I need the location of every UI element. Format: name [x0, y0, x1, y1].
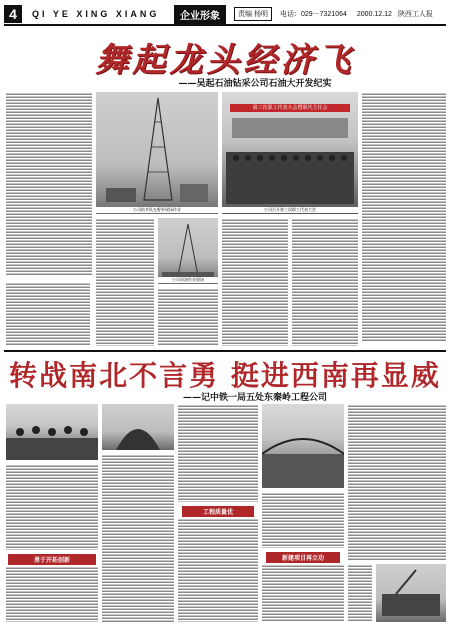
- machinery-image: [376, 564, 446, 622]
- article2-box-quality: 工程质量优: [182, 506, 254, 517]
- article2-text-col2: [102, 454, 174, 622]
- construction-photo: [262, 404, 344, 488]
- article2-text-col3b: [178, 518, 258, 622]
- field-photo: [158, 218, 218, 284]
- article2-text-col5: [348, 404, 446, 560]
- bridge-image: [262, 404, 344, 488]
- workers-image: [6, 404, 98, 460]
- article2-text-col3: [178, 404, 258, 502]
- article1-text-col1: [6, 92, 92, 276]
- article2-text-col5b: [348, 564, 372, 622]
- oil-rig-photo-caption: 公司钻井队在野外现场作业: [96, 207, 218, 213]
- page-number: 4: [4, 5, 22, 23]
- issue-date: 2000.12.12: [356, 10, 392, 18]
- workers-photo: [6, 404, 98, 460]
- article2-subhead: ——记中铁一局五处东秦岭工程公司: [182, 393, 327, 403]
- section-divider: [4, 350, 446, 352]
- article1-headline: 舞起龙头经济飞: [95, 40, 355, 79]
- paper-name: 陕西工人报: [397, 11, 433, 18]
- article1-text-col2: [96, 218, 154, 346]
- article2-text-col1b: [6, 566, 98, 622]
- pumpjack-image: [158, 218, 218, 284]
- masthead: [4, 4, 446, 26]
- oil-derrick-image: [96, 92, 218, 214]
- article2-box-innovation: 勇于开拓创新: [8, 554, 96, 565]
- ceremony-photo-caption: 公司召开第三次职工代表大会: [222, 207, 358, 213]
- ceremony-photo: [222, 92, 358, 214]
- article2-box-project: 新建项目再立功: [266, 552, 340, 563]
- phone-number: 电话：029－7321064: [279, 11, 347, 18]
- article1-text-col1b: [6, 282, 90, 346]
- field-photo-caption: 公司采油作业现场: [158, 277, 218, 283]
- article1-text-col3a: [222, 218, 288, 346]
- section-title: 企业形象: [174, 5, 226, 24]
- tunnel-image: [102, 404, 174, 450]
- editor-credit: 责编 杨明: [234, 7, 272, 21]
- article1-text-col3b: [292, 218, 358, 346]
- oil-rig-photo: [96, 92, 218, 214]
- article2-text-col1: [6, 464, 98, 550]
- article1-text-col2b: [158, 288, 218, 346]
- article2-text-col4: [262, 492, 344, 548]
- article2-text-col4b: [262, 564, 344, 622]
- ceremony-banner: 第三次职工代表大会暨职代主任会: [230, 104, 350, 112]
- section-pinyin: QI YE XING XIANG: [32, 9, 160, 19]
- machinery-photo: [376, 564, 446, 622]
- tunnel-photo: [102, 404, 174, 450]
- article2-headline: 转战南北不言勇 挺进西南再显威: [9, 359, 441, 392]
- article1-subhead: ——吴起石油钻采公司石油大开发纪实: [178, 79, 332, 89]
- article1-text-col4: [362, 92, 446, 342]
